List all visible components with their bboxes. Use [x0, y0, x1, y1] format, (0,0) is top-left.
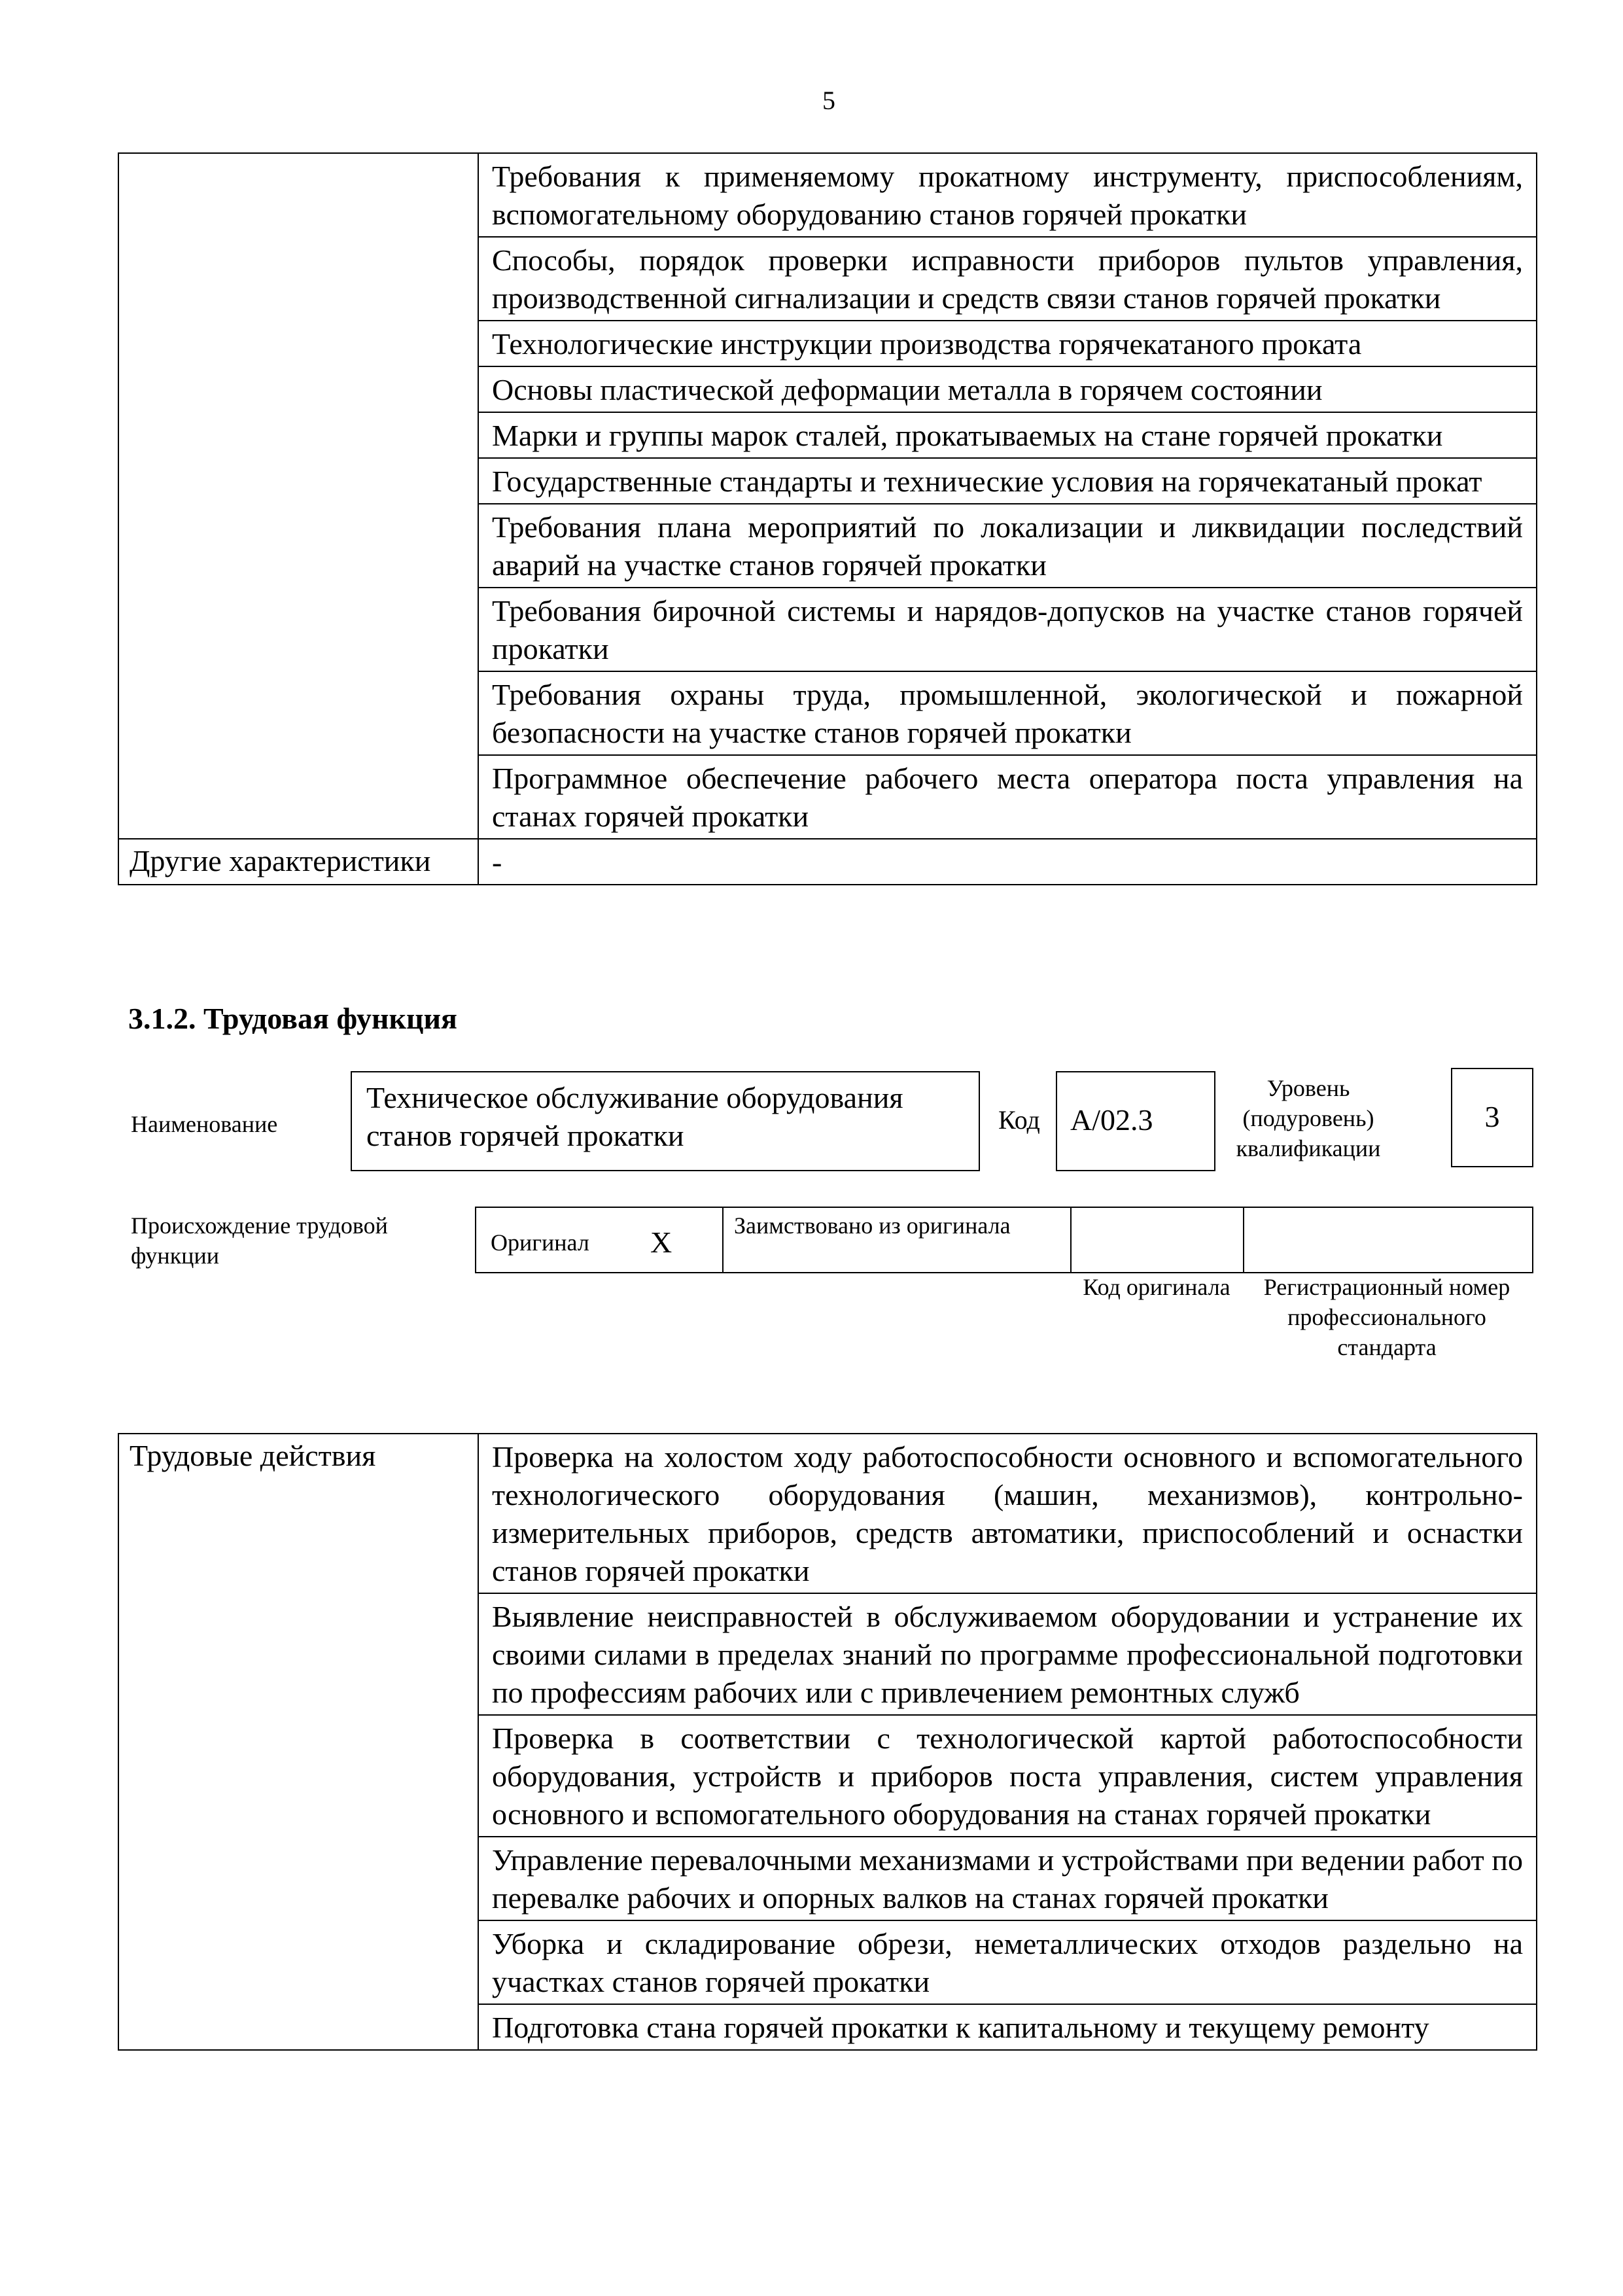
registration-number-cell [1244, 1208, 1532, 1272]
labor-action-item: Уборка и складирование обрези, неметаллических отходов раздельно на участках станов горячей прокатки [478, 1920, 1537, 2004]
borrowed-label: Заимствовано из оригинала [734, 1212, 1011, 1239]
knowledge-item: Технологические инструкции производства горячекатаного проката [478, 321, 1537, 366]
code-label: Код [998, 1105, 1040, 1135]
knowledge-item: Марки и группы марок сталей, прокатываемых на стане горячей прокатки [478, 412, 1537, 458]
borrowed-cell [724, 1208, 1072, 1272]
function-code-box: A/02.3 [1056, 1071, 1215, 1171]
original-label: Оригинал [491, 1229, 589, 1256]
labor-actions-table [118, 1433, 1537, 2051]
knowledge-label-cell [118, 153, 478, 839]
labor-action-item: Управление перевалочными механизмами и устройствами при ведении работ по перевалке рабочих и опорных валков на станах горячей прокатки [478, 1837, 1537, 1920]
table-row [118, 839, 1537, 885]
qualification-level-box: 3 [1451, 1068, 1533, 1167]
origin-label: Происхождение трудовой функции [131, 1212, 388, 1269]
labor-actions-label-cell: Трудовые действия [118, 1434, 478, 2050]
function-name-box: Техническое обслуживание оборудования станов горячей прокатки [351, 1071, 980, 1171]
other-characteristics-value: - [478, 839, 1537, 885]
labor-action-item: Подготовка стана горячей прокатки к капитальному и текущему ремонту [478, 2004, 1537, 2050]
table-row [118, 153, 1537, 237]
knowledge-item: Способы, порядок проверки исправности приборов пультов управления, производственной сигнализации и средств связи станов горячей прокатки [478, 237, 1537, 321]
origin-row [475, 1207, 1533, 1273]
labor-action-item: Выявление неисправностей в обслуживаемом оборудовании и устранение их своими силами в пределах знаний по программе профессиональной подготовки по профессиям рабочих или с привлечением ремонтных служб [478, 1593, 1537, 1715]
knowledge-item: Требования плана мероприятий по локализации и ликвидации последствий аварий на участке станов горячей прокатки [478, 504, 1537, 588]
table-row [118, 1434, 1537, 1593]
section-heading: 3.1.2. Трудовая функция [128, 1002, 457, 1035]
knowledge-item: Программное обеспечение рабочего места оператора поста управления на станах горячей прокатки [478, 755, 1537, 839]
knowledge-item: Государственные стандарты и технические условия на горячекатаный прокат [478, 458, 1537, 504]
registration-number-label: Регистрационный номер профессионального стандарта [1263, 1274, 1510, 1360]
other-characteristics-label: Другие характеристики [118, 839, 478, 885]
qualification-level-label: Уровень (подуровень) квалификации [1236, 1075, 1381, 1161]
knowledge-item: Требования охраны труда, промышленной, экологической и пожарной безопасности на участке станов горячей прокатки [478, 671, 1537, 755]
knowledge-item: Требования бирочной системы и нарядов-допусков на участке станов горячей прокатки [478, 588, 1537, 671]
labor-action-item: Проверка на холостом ходу работоспособности основного и вспомогательного технологического оборудования (машин, механизмов), контрольно-измерительных приборов, средств автоматики, приспособлений и оснастки станов горячей прокатки [478, 1434, 1537, 1593]
knowledge-item: Требования к применяемому прокатному инструменту, приспособлениям, вспомогательному оборудованию станов горячей прокатки [478, 153, 1537, 237]
original-cell [476, 1208, 724, 1272]
original-mark: X [650, 1226, 672, 1259]
page-number: 5 [822, 86, 835, 115]
labor-action-item: Проверка в соответствии с технологической картой работоспособности оборудования, устройств и приборов поста управления, систем управления основного и вспомогательного оборудования на станах горячей прокатки [478, 1715, 1537, 1837]
name-label: Наименование [131, 1111, 278, 1137]
knowledge-table [118, 152, 1537, 885]
knowledge-item: Основы пластической деформации металла в горячем состоянии [478, 366, 1537, 412]
original-code-label: Код оригинала [1083, 1274, 1230, 1300]
original-code-cell [1072, 1208, 1244, 1272]
